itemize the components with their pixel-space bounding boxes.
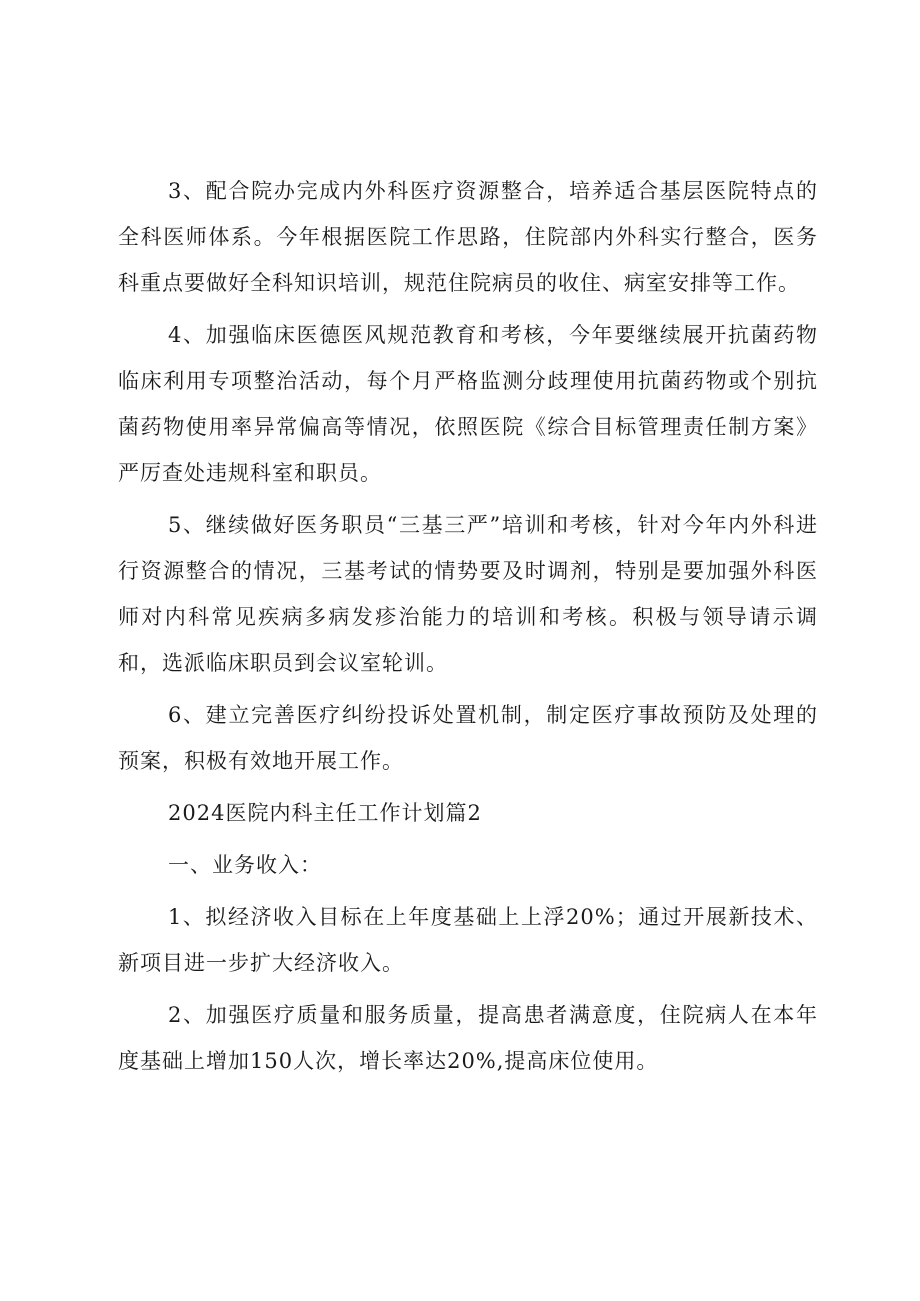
income-item-1: 1、拟经济收入目标在上年度基础上上浮20%；通过开展新技术、新项目进一步扩大经济收入。 bbox=[118, 905, 818, 975]
paragraph-item-5: 5、继续做好医务职员“三基三严”培训和考核，针对今年内外科进行资源整合的情况，三基考试的情势要及时调剂，特别是要加强外科医师对内科常见疾病多病发疹治能力的培训和考核。积极与领导请示调和，选派临床职员到会议室轮训。 bbox=[118, 513, 818, 675]
paragraph-item-6: 6、建立完善医疗纠纷投诉处置机制，制定医疗事故预防及处理的预案，积极有效地开展工作。 bbox=[118, 703, 818, 773]
section-title: 2024医院内科主任工作计划篇2 bbox=[168, 801, 482, 825]
paragraph-item-4: 4、加强临床医德医风规范教育和考核，今年要继续展开抗菌药物临床利用专项整治活动，每个月严格监测分歧理使用抗菌药物或个别抗菌药物使用率异常偏高等情况，依照医院《综合目标管理责任制方案》严厉查处违规科室和职员。 bbox=[118, 323, 818, 485]
income-item-2: 2、加强医疗质量和服务质量，提高患者满意度，住院病人在本年度基础上增加150人次，增长率达20%,提高床位使用。 bbox=[118, 1003, 818, 1073]
paragraph-item-3: 3、配合院办完成内外科医疗资源整合，培养适合基层医院特点的全科医师体系。今年根据医院工作思路，住院部内外科实行整合，医务科重点要做好全科知识培训，规范住院病员的收住、病室安排等工作。 bbox=[118, 179, 818, 295]
subsection-heading: 一、业务收入： bbox=[168, 853, 322, 877]
document-body bbox=[118, 168, 818, 1090]
